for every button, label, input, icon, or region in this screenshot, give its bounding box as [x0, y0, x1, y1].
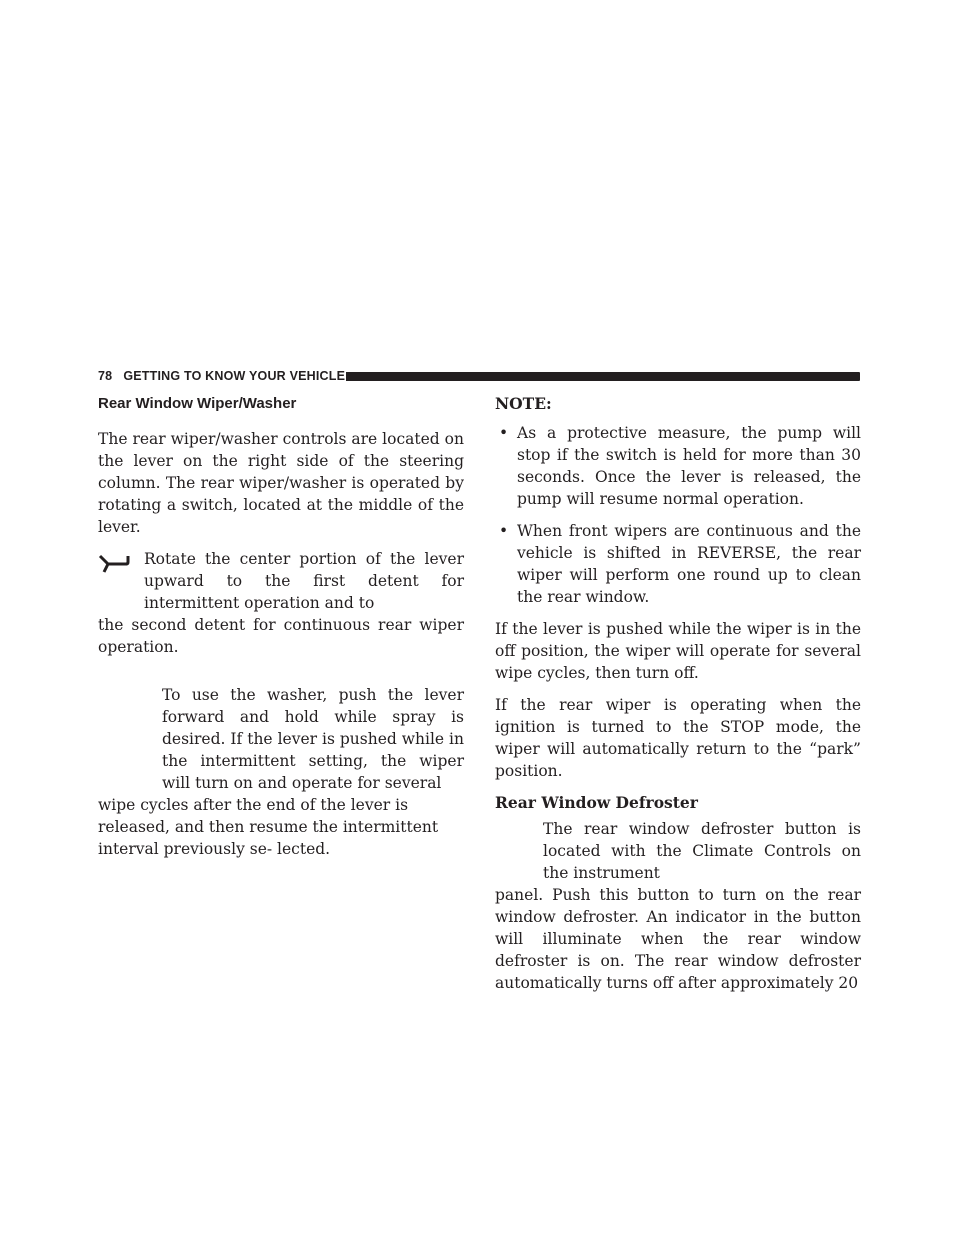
bullet-icon: • — [499, 424, 509, 442]
right-column — [495, 394, 861, 1004]
rotate-text-first: Rotate the center portion of the lever upward to the first detent for intermittent operation and to — [144, 550, 464, 612]
defroster-text-rest: panel. Push this button to turn on the rear window defroster. An indicator in the button will illuminate when the rear window defroster is on. The rear window defroster automatically turns off after approximately 20 — [495, 886, 861, 992]
rotate-instruction — [98, 548, 464, 658]
bullet-icon: • — [499, 522, 509, 540]
page-number: 78 — [98, 369, 113, 383]
note-list — [495, 422, 861, 608]
note-text: When front wipers are continuous and the vehicle is shifted in REVERSE, the rear wiper will perform one round up to clean the rear window. — [517, 522, 861, 606]
page-header — [98, 368, 860, 386]
off-position-paragraph: If the lever is pushed while the wiper is in the off position, the wiper will operate for several wipe cycles, then turn off. — [495, 620, 861, 682]
washer-text-first: To use the washer, push the lever forward and hold while spray is desired. If the lever is pushed while in the intermittent setting, the wiper will turn on and operate for several — [162, 686, 464, 792]
header-bar — [346, 372, 860, 381]
defroster-instruction — [495, 818, 861, 994]
washer-instruction — [98, 684, 464, 860]
left-column — [98, 394, 464, 870]
intro-paragraph: The rear wiper/washer controls are located on the lever on the right side of the steering column. The rear wiper/washer is operated by rotating a switch, located at the middle of the lever. — [98, 430, 464, 536]
ignition-paragraph: If the rear wiper is operating when the ignition is turned to the STOP mode, the wiper will automatically return to the “park” position. — [495, 696, 861, 780]
rotate-text-rest: the second detent for continuous rear wiper operation. — [98, 616, 464, 656]
header-label — [98, 369, 345, 383]
defroster-title: Rear Window Defroster — [495, 793, 698, 812]
note-text: As a protective measure, the pump will stop if the switch is held for more than 30 seconds. Once the lever is released, the pump will resume normal operation. — [517, 424, 861, 508]
list-item — [495, 520, 861, 608]
section-title: Rear Window Wiper/Washer — [98, 395, 297, 412]
washer-text-rest: wipe cycles after the end of the lever is released, and then resume the intermittent interval previously se- lected. — [98, 796, 439, 858]
rear-wiper-icon — [98, 552, 132, 574]
defroster-text-first: The rear window defroster button is located with the Climate Controls on the instrument — [543, 820, 861, 882]
list-item — [495, 422, 861, 510]
section-name: GETTING TO KNOW YOUR VEHICLE — [123, 369, 346, 383]
note-title: NOTE: — [495, 394, 552, 413]
